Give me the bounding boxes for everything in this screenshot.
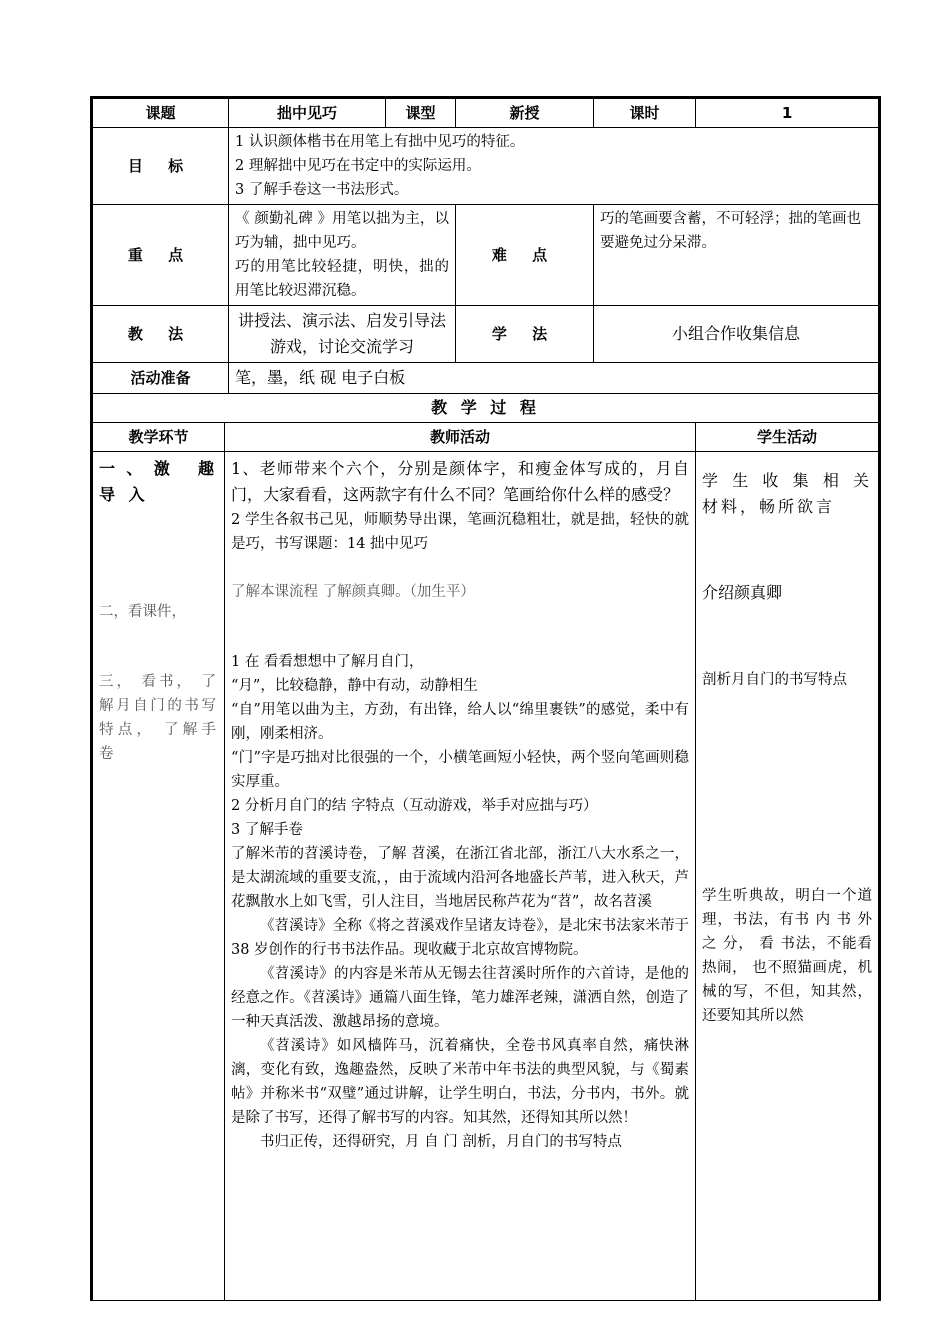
goal-item: 2 理解拙中见巧在书定中的实际运用。 [235, 158, 481, 174]
subject-label: 课题 [92, 98, 229, 128]
hours-value: 1 [696, 98, 880, 128]
goals-content [229, 128, 880, 205]
lesson-plan-table [90, 96, 881, 1301]
teacher-column [225, 452, 696, 1301]
teacher-text: 1、老师带来个六个，分别是颜体字，和瘦金体写成的，月自门，大家看看，这两款字有什么不同？笔画给你什么样的感受？ [231, 459, 690, 504]
teacher-text: “门”字是巧拙对比很强的一个，小横笔画短小轻快，两个竖向笔画则稳实厚重。 [231, 750, 690, 790]
subject-value: 拙中见巧 [229, 98, 386, 128]
teacher-text: 3 了解手卷 [231, 822, 303, 838]
teaching-method-value: 讲授法、演示法、启发引导法游戏，讨论交流学习 [229, 306, 456, 363]
teacher-text: 2 分析月自门的结 字特点（互动游戏，举手对应拙与巧） [231, 798, 598, 814]
student-activity-4: 学生听典故，明白一个道 理，书法，有书 内 书 外 之 分， 看 书法，不能看热闹， 也不照猫画虎，机械的写，不但，知其然，还要知其所以然 [702, 888, 873, 1024]
goal-item: 1 认识颜体楷书在用笔上有拙中见巧的特征。 [235, 134, 525, 150]
student-column [696, 452, 880, 1301]
teacher-text: 2 学生各叙书己见，师顺势导出课，笔画沉稳粗壮，就是拙，轻快的就是巧，书写课题：14 拙中见巧 [231, 512, 690, 552]
key-points-content [229, 205, 456, 306]
goals-label: 目 标 [92, 128, 229, 205]
teacher-text: 1 在 看看想想中了解月自门， [231, 654, 424, 670]
goals-row [92, 128, 880, 205]
learning-method-label: 学 法 [456, 306, 594, 363]
stage-2: 二，看课件， [99, 604, 186, 620]
type-value: 新授 [456, 98, 594, 128]
stage-1: 一、激 趣 导 入 [99, 459, 218, 504]
prep-value: 笔，墨，纸 砚 电子白板 [229, 363, 880, 394]
hours-label: 课时 [594, 98, 696, 128]
teacher-text: 了解本课流程 了解颜真卿。（加生平） [231, 584, 475, 600]
lesson-plan [90, 96, 878, 1301]
methods-row [92, 306, 880, 363]
process-title-row [92, 394, 880, 423]
prep-row [92, 363, 880, 394]
teacher-text: 《苕溪诗》的内容是米芾从无锡去往苕溪时所作的六首诗，是他的经意之作。《苕溪诗》通篇八面生锋，笔力雄浑老辣，潇洒自然，创造了一种天真活泼、激越昂扬的意境。 [231, 966, 690, 1030]
teacher-text: “月”，比较稳静，静中有动，动静相生 [231, 678, 478, 694]
student-activity-2: 介绍颜真卿 [702, 583, 783, 602]
difficulty-label: 难 点 [456, 205, 594, 306]
stage-3: 三， 看书， 了解月自门的书写特点， 了解手卷 [99, 674, 218, 762]
key-points-label: 重 点 [92, 205, 229, 306]
header-row [92, 98, 880, 128]
process-header-row [92, 423, 880, 452]
col-student-header: 学生活动 [696, 423, 880, 452]
learning-method-value: 小组合作收集信息 [594, 306, 880, 363]
prep-label: 活动准备 [92, 363, 229, 394]
teacher-text: “自”用笔以曲为主，方劲，有出锋，给人以“绵里裹铁”的感觉，柔中有刚，刚柔相济。 [231, 702, 690, 742]
goal-item: 3 了解手卷这一书法形式。 [235, 182, 409, 198]
teacher-text: 了解米芾的苕溪诗卷，了解 苕溪，在浙江省北部，浙江八大水系之一，是太湖流域的重要支流，，由于流域内沿河各地盛长芦苇，进入秋天，芦花飘散水上如飞雪，引人注目，当地居民称芦花为“苕”，故名苕溪 [231, 846, 690, 910]
stage-column [92, 452, 225, 1301]
teacher-text: 《苕溪诗》如风樯阵马，沉着痛快，全卷书风真率自然，痛快淋漓，变化有致，逸趣盎然，反映了米芾中年书法的典型风貌，与《蜀素帖》并称米书“双璧”通过讲解，让学生明白，书法，分书内，书外。就是除了书写，还得了解书写的内容。知其然，还得知其所以然！ [231, 1038, 690, 1126]
key-point-line: 巧的用笔比较轻捷，明快，拙的用笔比较迟滞沉稳。 [235, 259, 450, 299]
key-points-row [92, 205, 880, 306]
teaching-method-label: 教 法 [92, 306, 229, 363]
student-activity-1: 学 生 收 集 相 关 材料，畅所欲言 [702, 471, 873, 516]
col-teacher-header: 教师活动 [225, 423, 696, 452]
key-point-line: 《 颜勤礼碑 》用笔以拙为主，以巧为辅，拙中见巧。 [235, 211, 450, 251]
type-label: 课型 [386, 98, 456, 128]
teacher-text: 《苕溪诗》全称《将之苕溪戏作呈诸友诗卷》，是北宋书法家米芾于 38 岁创作的行书书法作品。现收藏于北京故宫博物院。 [231, 918, 690, 958]
process-body-row [92, 452, 880, 1301]
col-stage-header: 教学环节 [92, 423, 225, 452]
teacher-text: 书归正传，还得研究，月 自 门 剖析，月自门的书写特点 [260, 1134, 622, 1150]
process-title: 教 学 过 程 [92, 394, 880, 423]
student-activity-3: 剖析月自门的书写特点 [702, 672, 848, 688]
difficulty-content: 巧的笔画要含蓄，不可轻浮；拙的笔画也要避免过分呆滞。 [594, 205, 880, 306]
